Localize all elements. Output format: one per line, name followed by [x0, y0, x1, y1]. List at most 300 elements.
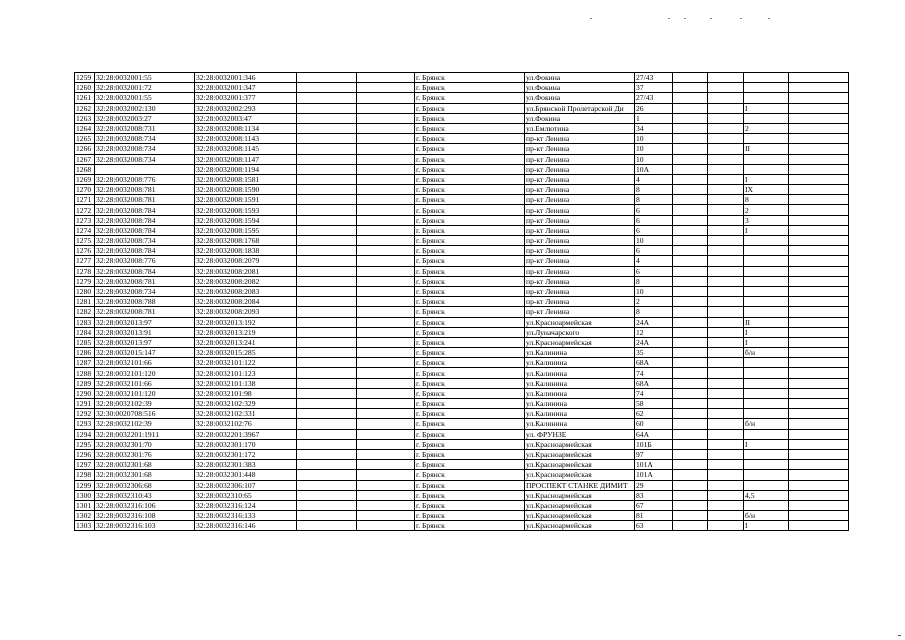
empty-cell	[708, 174, 744, 184]
row-number-cell: 1297	[75, 460, 95, 470]
empty-cell	[357, 185, 415, 195]
house-number-cell: 12	[635, 327, 673, 337]
row-number-cell: 1259	[75, 73, 95, 83]
city-cell: г. Брянск	[415, 449, 525, 459]
row-number-cell: 1275	[75, 236, 95, 246]
street-cell: ул. ФРУНЗЕ	[525, 429, 635, 439]
empty-cell	[297, 144, 357, 154]
city-cell: г. Брянск	[415, 409, 525, 419]
empty-cell	[357, 286, 415, 296]
empty-cell	[673, 73, 708, 83]
cadastral-number-cell: 32:28:0032316:133	[195, 511, 297, 521]
table-row	[75, 511, 849, 521]
empty-cell	[789, 368, 849, 378]
table-row	[75, 480, 849, 490]
row-number-cell: 1276	[75, 246, 95, 256]
table-row	[75, 185, 849, 195]
empty-cell	[789, 439, 849, 449]
row-number-cell: 1262	[75, 103, 95, 113]
row-number-cell: 1280	[75, 286, 95, 296]
empty-cell	[673, 348, 708, 358]
street-cell: ул.Красноармейская	[525, 470, 635, 480]
empty-cell	[708, 429, 744, 439]
street-cell: пр-кт Ленина	[525, 174, 635, 184]
premises-number-cell	[744, 368, 789, 378]
premises-number-cell	[744, 449, 789, 459]
house-number-cell: 4	[635, 256, 673, 266]
empty-cell	[297, 246, 357, 256]
empty-cell	[673, 154, 708, 164]
empty-cell	[357, 307, 415, 317]
empty-cell	[297, 123, 357, 133]
empty-cell	[673, 134, 708, 144]
empty-cell	[789, 449, 849, 459]
premises-number-cell	[744, 256, 789, 266]
premises-number-cell	[744, 164, 789, 174]
table-row	[75, 378, 849, 388]
empty-cell	[297, 134, 357, 144]
city-cell: г. Брянск	[415, 73, 525, 83]
parent-cadastral-number-cell: 32:28:0032101:66	[95, 358, 195, 368]
row-number-cell: 1271	[75, 195, 95, 205]
house-number-cell: 6	[635, 225, 673, 235]
city-cell: г. Брянск	[415, 470, 525, 480]
row-number-cell: 1301	[75, 500, 95, 510]
house-number-cell: 37	[635, 83, 673, 93]
empty-cell	[357, 348, 415, 358]
city-cell: г. Брянск	[415, 286, 525, 296]
house-number-cell: 10А	[635, 164, 673, 174]
cadastral-number-cell: 32:28:0032008:1581	[195, 174, 297, 184]
street-cell: пр-кт Ленина	[525, 307, 635, 317]
table-row	[75, 215, 849, 225]
empty-cell	[789, 348, 849, 358]
street-cell: ул.Красноармейская	[525, 511, 635, 521]
street-cell: пр-кт Ленина	[525, 236, 635, 246]
empty-cell	[789, 337, 849, 347]
empty-cell	[673, 317, 708, 327]
street-cell: ул.Красноармейская	[525, 521, 635, 531]
row-number-cell: 1291	[75, 399, 95, 409]
street-cell: ул.Красноармейская	[525, 460, 635, 470]
house-number-cell: 8	[635, 307, 673, 317]
empty-cell	[789, 73, 849, 83]
cadastral-number-cell: 32:28:0032008:2093	[195, 307, 297, 317]
row-number-cell: 1289	[75, 378, 95, 388]
scan-mark	[898, 635, 901, 636]
city-cell: г. Брянск	[415, 500, 525, 510]
premises-number-cell	[744, 460, 789, 470]
house-number-cell: 74	[635, 388, 673, 398]
premises-number-cell: б/н	[744, 348, 789, 358]
empty-cell	[708, 236, 744, 246]
empty-cell	[673, 419, 708, 429]
premises-number-cell: 8	[744, 195, 789, 205]
street-cell: ул.Калинина	[525, 358, 635, 368]
empty-cell	[673, 307, 708, 317]
street-cell: пр-кт Ленина	[525, 286, 635, 296]
house-number-cell: 60	[635, 419, 673, 429]
street-cell: пр-кт Ленина	[525, 154, 635, 164]
empty-cell	[297, 337, 357, 347]
premises-number-cell	[744, 399, 789, 409]
empty-cell	[708, 307, 744, 317]
parent-cadastral-number-cell: 32:30:0020708:516	[95, 409, 195, 419]
empty-cell	[708, 73, 744, 83]
house-number-cell: 10	[635, 144, 673, 154]
row-number-cell: 1265	[75, 134, 95, 144]
empty-cell	[357, 409, 415, 419]
empty-cell	[357, 256, 415, 266]
empty-cell	[789, 83, 849, 93]
street-cell: пр-кт Ленина	[525, 164, 635, 174]
row-number-cell: 1287	[75, 358, 95, 368]
empty-cell	[297, 409, 357, 419]
cadastral-number-cell: 32:28:0032301:170	[195, 439, 297, 449]
empty-cell	[673, 297, 708, 307]
parent-cadastral-number-cell: 32:28:0032310:43	[95, 490, 195, 500]
table-row	[75, 409, 849, 419]
empty-cell	[789, 103, 849, 113]
empty-cell	[357, 470, 415, 480]
parent-cadastral-number-cell: 32:28:0032008:781	[95, 276, 195, 286]
empty-cell	[673, 500, 708, 510]
street-cell: ул.Емлютина	[525, 123, 635, 133]
parent-cadastral-number-cell: 32:28:0032001:55	[95, 93, 195, 103]
empty-cell	[708, 215, 744, 225]
empty-cell	[297, 429, 357, 439]
empty-cell	[297, 225, 357, 235]
table-row	[75, 470, 849, 480]
premises-number-cell	[744, 93, 789, 103]
table-row	[75, 174, 849, 184]
parent-cadastral-number-cell: 32:28:0032008:776	[95, 174, 195, 184]
premises-number-cell	[744, 470, 789, 480]
row-number-cell: 1260	[75, 83, 95, 93]
empty-cell	[673, 103, 708, 113]
premises-number-cell: б/н	[744, 511, 789, 521]
street-cell: пр-кт Ленина	[525, 276, 635, 286]
parent-cadastral-number-cell: 32:28:0032008:734	[95, 134, 195, 144]
row-number-cell: 1292	[75, 409, 95, 419]
empty-cell	[673, 286, 708, 296]
table-row	[75, 449, 849, 459]
premises-number-cell	[744, 276, 789, 286]
cadastral-number-cell: 32:28:0032008:1134	[195, 123, 297, 133]
row-number-cell: 1273	[75, 215, 95, 225]
empty-cell	[708, 286, 744, 296]
city-cell: г. Брянск	[415, 521, 525, 531]
empty-cell	[297, 174, 357, 184]
empty-cell	[673, 174, 708, 184]
house-number-cell: 64А	[635, 429, 673, 439]
empty-cell	[357, 337, 415, 347]
empty-cell	[789, 93, 849, 103]
empty-cell	[357, 368, 415, 378]
empty-cell	[297, 327, 357, 337]
city-cell: г. Брянск	[415, 419, 525, 429]
parent-cadastral-number-cell: 32:28:0032013:91	[95, 327, 195, 337]
parent-cadastral-number-cell: 32:28:0032008:784	[95, 215, 195, 225]
house-number-cell: 10	[635, 134, 673, 144]
empty-cell	[297, 500, 357, 510]
property-register-table	[74, 72, 849, 531]
parent-cadastral-number-cell: 32:28:0032008:734	[95, 236, 195, 246]
cadastral-number-cell: 32:28:0032102:329	[195, 399, 297, 409]
empty-cell	[708, 317, 744, 327]
house-number-cell: 6	[635, 246, 673, 256]
empty-cell	[708, 399, 744, 409]
table-row	[75, 490, 849, 500]
empty-cell	[673, 123, 708, 133]
empty-cell	[789, 500, 849, 510]
parent-cadastral-number-cell: 32:28:0032101:120	[95, 388, 195, 398]
empty-cell	[297, 511, 357, 521]
empty-cell	[357, 419, 415, 429]
empty-cell	[789, 327, 849, 337]
row-number-cell: 1270	[75, 185, 95, 195]
cadastral-number-cell: 32:28:0032003:47	[195, 113, 297, 123]
city-cell: г. Брянск	[415, 368, 525, 378]
empty-cell	[357, 113, 415, 123]
empty-cell	[708, 388, 744, 398]
empty-cell	[708, 419, 744, 429]
house-number-cell: 2	[635, 297, 673, 307]
table-row	[75, 348, 849, 358]
city-cell: г. Брянск	[415, 134, 525, 144]
parent-cadastral-number-cell: 32:28:0032008:784	[95, 205, 195, 215]
premises-number-cell	[744, 297, 789, 307]
empty-cell	[708, 490, 744, 500]
city-cell: г. Брянск	[415, 358, 525, 368]
table-row	[75, 388, 849, 398]
premises-number-cell: I	[744, 103, 789, 113]
premises-number-cell	[744, 113, 789, 123]
cadastral-number-cell: 32:28:0032310:65	[195, 490, 297, 500]
cadastral-number-cell: 32:28:0032008:1838	[195, 246, 297, 256]
empty-cell	[357, 480, 415, 490]
empty-cell	[357, 225, 415, 235]
cadastral-number-cell: 32:28:0032013:192	[195, 317, 297, 327]
cadastral-number-cell: 32:28:0032101:122	[195, 358, 297, 368]
empty-cell	[789, 521, 849, 531]
street-cell: ул.Луначарского	[525, 327, 635, 337]
empty-cell	[357, 215, 415, 225]
cadastral-number-cell: 32:28:0032102:331	[195, 409, 297, 419]
empty-cell	[297, 164, 357, 174]
cadastral-number-cell: 32:28:0032013:219	[195, 327, 297, 337]
table-row	[75, 236, 849, 246]
empty-cell	[708, 500, 744, 510]
city-cell: г. Брянск	[415, 103, 525, 113]
empty-cell	[708, 205, 744, 215]
empty-cell	[357, 195, 415, 205]
empty-cell	[297, 113, 357, 123]
empty-cell	[673, 378, 708, 388]
table-row	[75, 195, 849, 205]
empty-cell	[673, 164, 708, 174]
row-number-cell: 1261	[75, 93, 95, 103]
empty-cell	[708, 154, 744, 164]
empty-cell	[789, 388, 849, 398]
empty-cell	[708, 83, 744, 93]
empty-cell	[708, 276, 744, 286]
empty-cell	[789, 134, 849, 144]
city-cell: г. Брянск	[415, 266, 525, 276]
empty-cell	[673, 327, 708, 337]
empty-cell	[297, 83, 357, 93]
house-number-cell: 8	[635, 185, 673, 195]
house-number-cell: 58	[635, 399, 673, 409]
row-number-cell: 1299	[75, 480, 95, 490]
street-cell: ул.Калинина	[525, 409, 635, 419]
empty-cell	[789, 358, 849, 368]
parent-cadastral-number-cell: 32:28:0032301:68	[95, 460, 195, 470]
empty-cell	[357, 521, 415, 531]
premises-number-cell: 2	[744, 123, 789, 133]
row-number-cell: 1285	[75, 337, 95, 347]
street-cell: пр-кт Ленина	[525, 225, 635, 235]
table-row	[75, 103, 849, 113]
empty-cell	[297, 185, 357, 195]
empty-cell	[789, 236, 849, 246]
premises-number-cell	[744, 500, 789, 510]
empty-cell	[357, 144, 415, 154]
empty-cell	[297, 480, 357, 490]
empty-cell	[673, 236, 708, 246]
cadastral-number-cell: 32:28:0032101:138	[195, 378, 297, 388]
house-number-cell: 34	[635, 123, 673, 133]
cadastral-number-cell: 32:28:0032008:2081	[195, 266, 297, 276]
parent-cadastral-number-cell: 32:28:0032015:147	[95, 348, 195, 358]
empty-cell	[673, 246, 708, 256]
table-row	[75, 419, 849, 429]
city-cell: г. Брянск	[415, 276, 525, 286]
parent-cadastral-number-cell: 32:28:0032008:731	[95, 123, 195, 133]
table-row	[75, 246, 849, 256]
street-cell: ул.Фокина	[525, 113, 635, 123]
premises-number-cell	[744, 378, 789, 388]
row-number-cell: 1298	[75, 470, 95, 480]
street-cell: ПРОСПЕКТ СТАНКЕ ДИМИТ	[525, 480, 635, 490]
empty-cell	[297, 154, 357, 164]
empty-cell	[673, 205, 708, 215]
parent-cadastral-number-cell: 32:28:0032008:784	[95, 246, 195, 256]
street-cell: ул.Красноармейская	[525, 490, 635, 500]
empty-cell	[357, 123, 415, 133]
empty-cell	[789, 460, 849, 470]
empty-cell	[673, 429, 708, 439]
city-cell: г. Брянск	[415, 225, 525, 235]
empty-cell	[673, 276, 708, 286]
empty-cell	[357, 266, 415, 276]
empty-cell	[708, 195, 744, 205]
parent-cadastral-number-cell: 32:28:0032002:130	[95, 103, 195, 113]
premises-number-cell: I	[744, 327, 789, 337]
empty-cell	[357, 154, 415, 164]
empty-cell	[357, 449, 415, 459]
cadastral-number-cell: 32:28:0032201:3967	[195, 429, 297, 439]
premises-number-cell	[744, 134, 789, 144]
empty-cell	[789, 195, 849, 205]
parent-cadastral-number-cell	[95, 164, 195, 174]
empty-cell	[673, 409, 708, 419]
row-number-cell: 1267	[75, 154, 95, 164]
cadastral-number-cell: 32:28:0032301:172	[195, 449, 297, 459]
empty-cell	[708, 368, 744, 378]
house-number-cell: 24А	[635, 317, 673, 327]
empty-cell	[297, 256, 357, 266]
empty-cell	[789, 123, 849, 133]
city-cell: г. Брянск	[415, 246, 525, 256]
premises-number-cell	[744, 246, 789, 256]
empty-cell	[708, 256, 744, 266]
premises-number-cell: 2	[744, 205, 789, 215]
empty-cell	[297, 399, 357, 409]
city-cell: г. Брянск	[415, 337, 525, 347]
street-cell: ул.Красноармейская	[525, 439, 635, 449]
empty-cell	[297, 358, 357, 368]
empty-cell	[297, 348, 357, 358]
empty-cell	[708, 164, 744, 174]
street-cell: ул.Калинина	[525, 378, 635, 388]
city-cell: г. Брянск	[415, 460, 525, 470]
row-number-cell: 1268	[75, 164, 95, 174]
house-number-cell: 97	[635, 449, 673, 459]
empty-cell	[789, 307, 849, 317]
empty-cell	[708, 337, 744, 347]
table-row	[75, 154, 849, 164]
empty-cell	[357, 388, 415, 398]
city-cell: г. Брянск	[415, 348, 525, 358]
table-row	[75, 368, 849, 378]
premises-number-cell: I	[744, 225, 789, 235]
premises-number-cell: 4,5	[744, 490, 789, 500]
empty-cell	[357, 327, 415, 337]
city-cell: г. Брянск	[415, 317, 525, 327]
city-cell: г. Брянск	[415, 490, 525, 500]
empty-cell	[789, 297, 849, 307]
parent-cadastral-number-cell: 32:28:0032008:781	[95, 307, 195, 317]
cadastral-number-cell: 32:28:0032008:1147	[195, 154, 297, 164]
empty-cell	[297, 449, 357, 459]
table-row	[75, 134, 849, 144]
house-number-cell: 101Б	[635, 439, 673, 449]
premises-number-cell	[744, 429, 789, 439]
empty-cell	[708, 225, 744, 235]
house-number-cell: 6	[635, 205, 673, 215]
empty-cell	[708, 480, 744, 490]
empty-cell	[708, 521, 744, 531]
table-body	[75, 73, 849, 531]
parent-cadastral-number-cell: 32:28:0032013:97	[95, 337, 195, 347]
parent-cadastral-number-cell: 32:28:0032316:103	[95, 521, 195, 531]
empty-cell	[357, 297, 415, 307]
parent-cadastral-number-cell: 32:28:0032001:55	[95, 73, 195, 83]
city-cell: г. Брянск	[415, 174, 525, 184]
empty-cell	[708, 409, 744, 419]
table-row	[75, 205, 849, 215]
row-number-cell: 1294	[75, 429, 95, 439]
city-cell: г. Брянск	[415, 429, 525, 439]
cadastral-number-cell: 32:28:0032013:241	[195, 337, 297, 347]
parent-cadastral-number-cell: 32:28:0032008:781	[95, 185, 195, 195]
empty-cell	[673, 480, 708, 490]
premises-number-cell: I	[744, 337, 789, 347]
row-number-cell: 1300	[75, 490, 95, 500]
premises-number-cell: IX	[744, 185, 789, 195]
house-number-cell: 26	[635, 103, 673, 113]
